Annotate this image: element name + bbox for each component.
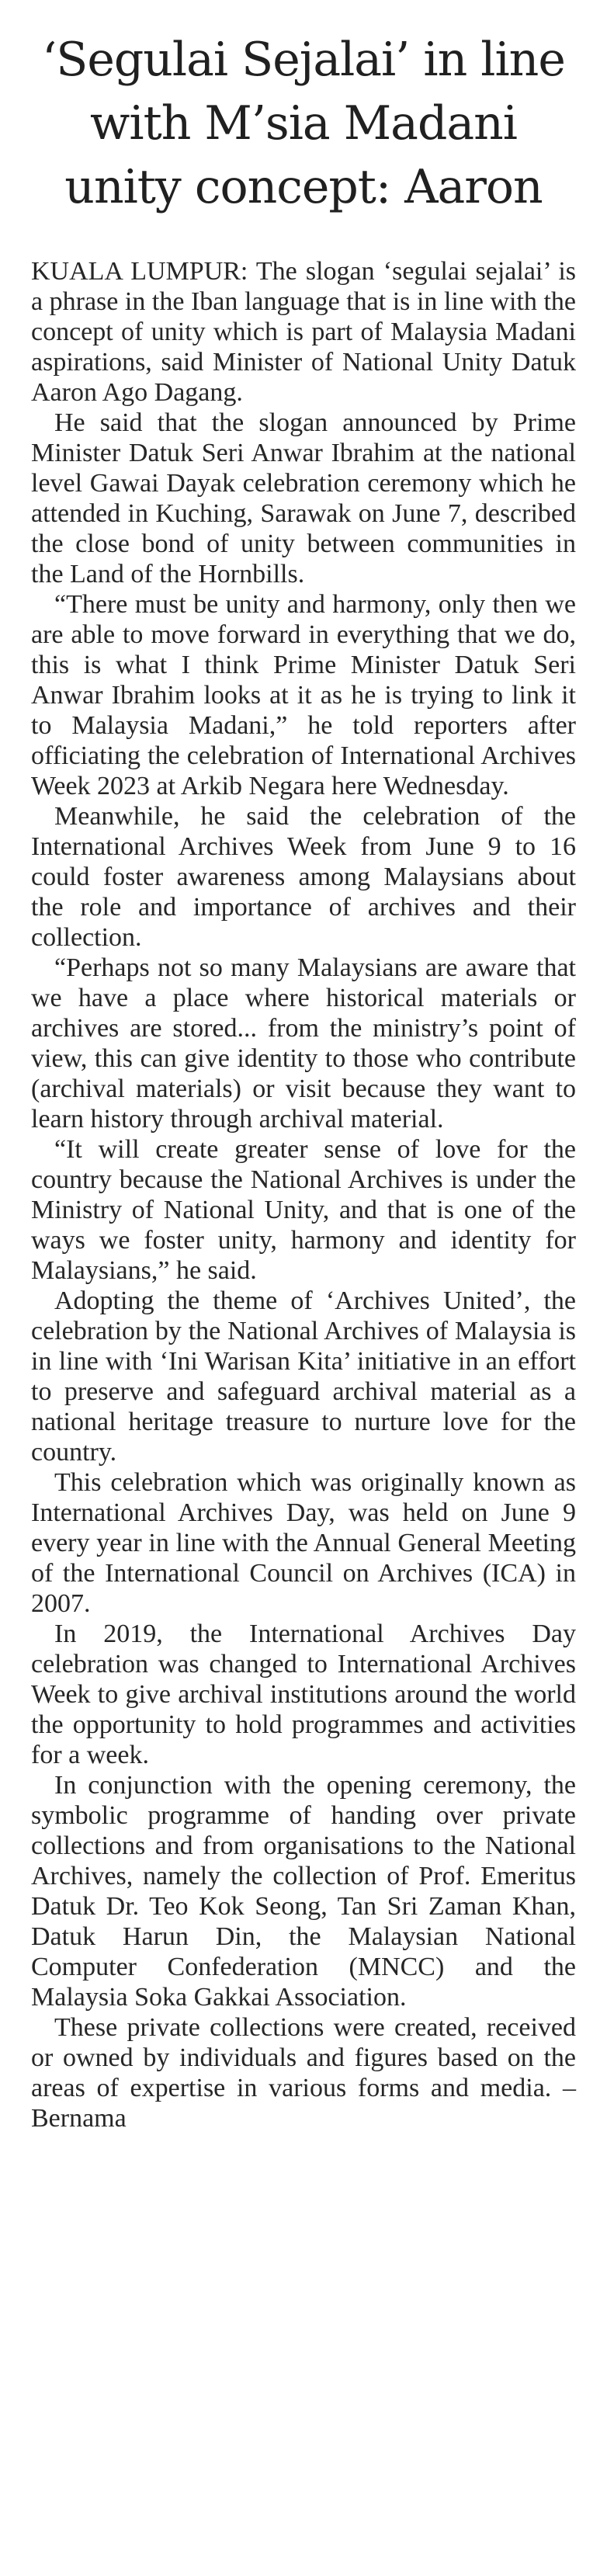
article-paragraph: In conjunction with the opening ceremony, the symbolic programme of handing over private collections and from organisations to the National Archives, namely the collection of Prof. Emeritus Datuk Dr. Teo Kok Seong, Tan Sri Zaman Khan, Datuk Harun Din, the Malaysian National Computer Confederation (MNCC) and the Malaysia Soka Gakkai Association. <box>31 1771 576 2012</box>
article-headline: ‘Segulai Sejalai’ in line with M’sia Madani unity concept: Aaron <box>42 33 565 214</box>
news-article <box>31 28 576 2133</box>
article-body <box>31 256 576 2133</box>
article-paragraph-closing: These private collections were created, received or owned by individuals and figures based on the areas of expertise in various forms and media. – Bernama <box>31 2013 576 2133</box>
article-paragraph: “It will create greater sense of love for the country because the National Archives is under the Ministry of National Unity, and that is one of the ways we foster unity, harmony and identity for Malaysians,” he said. <box>31 1135 576 1285</box>
article-paragraph-dateline: KUALA LUMPUR: The slogan ‘segulai sejalai’ is a phrase in the Iban language that is in line with the concept of unity which is part of Malaysia Madani aspirations, said Minister of National Unity Datuk Aaron Ago Dagang. <box>31 257 576 407</box>
article-paragraph: “Perhaps not so many Malaysians are aware that we have a place where historical materials or archives are stored... from the ministry’s point of view, this can give identity to those who contribute (archival materials) or visit because they want to learn history through archival material. <box>31 953 576 1134</box>
article-paragraph: Adopting the theme of ‘Archives United’, the celebration by the National Archives of Malaysia is in line with ‘Ini Warisan Kita’ initiative in an effort to preserve and safeguard archival material as a national heritage treasure to nurture love for the country. <box>31 1286 576 1467</box>
article-paragraph: This celebration which was originally known as International Archives Day, was held on June 9 every year in line with the Annual General Meeting of the International Council on Archives (ICA) in 2007. <box>31 1468 576 1618</box>
article-paragraph: Meanwhile, he said the celebration of the International Archives Week from June 9 to 16 could foster awareness among Malaysians about the role and importance of archives and their collection. <box>31 802 576 952</box>
article-paragraph: He said that the slogan announced by Prime Minister Datuk Seri Anwar Ibrahim at the national level Gawai Dayak celebration ceremony which he attended in Kuching, Sarawak on June 7, described the close bond of unity between communities in the Land of the Hornbills. <box>31 408 576 588</box>
article-paragraph: “There must be unity and harmony, only then we are able to move forward in everything that we do, this is what I think Prime Minister Datuk Seri Anwar Ibrahim looks at it as he is trying to link it to Malaysia Madani,” he told reporters after officiating the celebration of International Archives Week 2023 at Arkib Negara here Wednesday. <box>31 590 576 800</box>
article-paragraph: In 2019, the International Archives Day celebration was changed to International Archives Week to give archival institutions around the world the opportunity to hold programmes and activities for a week. <box>31 1620 576 1769</box>
